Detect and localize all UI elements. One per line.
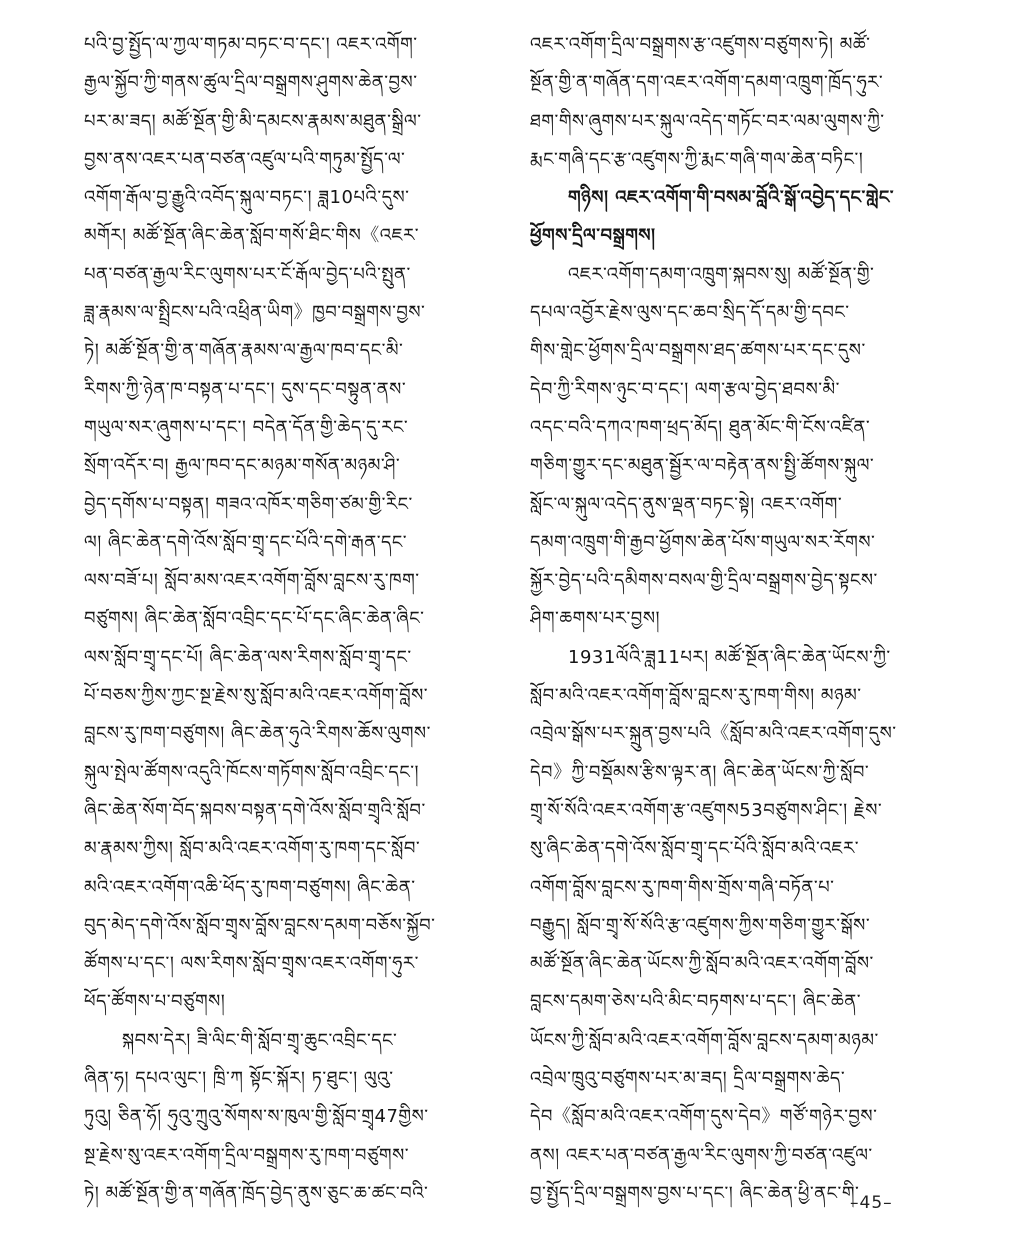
- text-line: འབྲེལ་ཁྲུའུ་བཙུགས་པར་མ་ཟད། དྲིལ་བསྒྲགས་ཆེད་: [530, 1068, 846, 1090]
- text-line: པན་བཙན་རྒྱལ་རིང་ལུགས་པར་ངོ་རྒོལ་བྱེད་པའི་སྤུན་: [84, 263, 411, 285]
- text-line: སློབ་མའི་འཇར་འགོག་བློས་བླངས་རུ་ཁག་གིས། མཉམ་: [530, 685, 862, 707]
- text-line: བླངས་རུ་ཁག་བཙུགས། ཞིང་ཆེན་ཧུའེ་རིགས་ཆོས་ལུགས་: [84, 723, 431, 745]
- text-line: ཕོད་ཚོགས་པ་བཙུགས།: [84, 991, 226, 1013]
- text-line: ཡོངས་ཀྱི་སློབ་མའི་འཇར་འགོག་བློས་བླངས་དམག་མཉམ་: [530, 1029, 879, 1051]
- text-line: སྐྱོར་བྱེད་པའི་དམིགས་བསལ་གྱི་དྲིལ་བསྒྲགས་བྱེད་སྟངས་: [530, 570, 878, 592]
- text-line: ཟླ་རྣམས་ལ་སྤྲིངས་པའི་འཕྲིན་ཡིག》ཁྱབ་བསྒྲགས་བྱས་: [84, 302, 426, 324]
- text-line: པའི་བྱ་སྤྱོད་ལ་ཀྱལ་གཏམ་བཏང་བ་དང་། འཇར་འགོག་: [84, 34, 418, 55]
- text-line: ལས་བཟོ་པ། སློབ་མས་འཇར་འགོག་བློས་བླངས་རུ་ཁག་: [84, 570, 420, 592]
- section-heading-line: གཉིས། འཇར་འགོག་གི་བསམ་བློའི་སྒོ་འབྱེད་དང་གླེང་: [568, 187, 895, 209]
- text-line: མ་རྣམས་ཀྱིས། སློབ་མའི་འཇར་འགོག་རུ་ཁག་དང་སློབ་: [84, 838, 421, 860]
- text-line: ཚོགས་པ་དང་། ལས་རིགས་སློབ་གྲྭས་འཇར་འགོག་ཧུར་: [84, 953, 419, 975]
- text-line: ཏེ། མཚོ་སྔོན་གྱི་ན་གཞོན་ཁྲོད་བྱེད་ནུས་ཅུང་ཆ་ཚང་བའི་: [84, 1182, 429, 1204]
- text-line: སློང་ལ་སྐུལ་འདེད་ནུས་ལྡན་བཏང་སྟེ། འཇར་འགོག་: [530, 493, 843, 515]
- text-line: གྲྭ་སོ་སོའི་འཇར་འགོག་རྩ་འཛུགས53བཙུགས་ཤིང་། རྗེས་: [530, 799, 883, 821]
- text-line: བླངས་དམག་ཅེས་པའི་མིང་བཏགས་པ་དང་། ཞིང་ཆེན་: [530, 991, 862, 1013]
- text-line: གཅིག་གྱུར་དང་མཐུན་སྦྱོར་ལ་བརྟེན་ནས་སྤྱི་ཚོགས་སྐུལ་: [530, 455, 875, 477]
- text-line: ཞིན་ཧ། དཔའ་ལུང་། ཁྲི་ཀ སྟོང་སྐོར། ཏ་ཐུང་། ལུའུ་: [84, 1068, 394, 1090]
- text-line: མགོར། མཚོ་སྔོན་ཞིང་ཆེན་སློབ་གསོ་ཐིང་གིས《འཇར་: [84, 225, 420, 247]
- text-line: སྲོག་འདོར་བ། རྒྱལ་ཁབ་དང་མཉམ་གསོན་མཉམ་ཤི་: [84, 455, 401, 477]
- text-line: ཏེ། མཚོ་སྔོན་གྱི་ན་གཞོན་རྣམས་ལ་རྒྱལ་ཁབ་དང་མི་: [84, 340, 404, 362]
- text-line: བྱེད་དགོས་པ་བསྟན། གཟའ་འཁོར་གཅིག་ཙམ་གྱི་རིང་: [84, 493, 413, 515]
- text-line: གིས་གླེང་ཕྱོགས་དྲིལ་བསྒྲགས་ཐད་ཚགས་པར་དང་དུས་: [530, 340, 866, 362]
- text-line: སྐབས་དེར། ཟི་ལིང་གི་སློབ་གྲྭ་ཆུང་འབྲིང་དང་: [122, 1029, 398, 1051]
- text-line: དམག་འཁྲུག་གི་རྒྱབ་ཕྱོགས་ཆེན་པོས་གཡུལ་སར་རོགས་: [530, 531, 876, 553]
- page-number: –45–: [850, 1193, 893, 1213]
- text-line: རྒྱལ་སྐྱོབ་ཀྱི་གནས་ཚུལ་དྲིལ་བསྒྲགས་ཤུགས་ཆེན་བྱས་: [84, 72, 418, 94]
- text-line: དེབ་ཀྱི་རིགས་ཉུང་བ་དང་། ལག་རྩལ་བྱེད་ཐབས་མི་: [530, 378, 840, 400]
- text-line: ལ། ཞིང་ཆེན་དགེ་འོས་སློབ་གྲྭ་དང་པོའི་དགེ་རྒན་དང་: [84, 531, 408, 553]
- text-line: ལས་སློབ་གྲྭ་དང་པོ། ཞིང་ཆེན་ལས་རིགས་སློབ་གྲྭ་དང་: [84, 646, 412, 668]
- text-line: ཤིག་ཆགས་པར་བྱས།: [530, 608, 660, 630]
- text-line: རྨང་གཞི་དང་རྩ་འཛུགས་ཀྱི་རྨང་གཞི་གལ་ཆེན་བཏིང་།: [530, 148, 864, 170]
- text-line: འགོག་བློས་བླངས་རུ་ཁག་གིས་གྲོས་གཞི་བཏོན་པ་: [530, 876, 835, 898]
- text-line: སུ་ཞིང་ཆེན་དགེ་འོས་སློབ་གྲྭ་དང་པོའི་སློབ་མའི་འཇར་: [530, 838, 860, 860]
- text-line: མཚོ་སྔོན་ཞིང་ཆེན་ཡོངས་ཀྱི་སློབ་མའི་འཇར་འགོག་བློས་: [530, 953, 874, 975]
- text-line: ཏུའུ། ཅིན་ཧོ། ཧུའུ་ཀྲུའུ་སོགས་ས་ཁུལ་གྱི་སློབ་གྲྭ47གྱིས་: [84, 1106, 429, 1128]
- text-line: བུད་མེད་དགེ་འོས་སློབ་གྲྭས་བློས་བླངས་དམག་བཅོས་སྐྱོབ་: [84, 914, 436, 936]
- text-line: འཇར་འགོག་དམག་འཁྲུག་སྐབས་སུ། མཚོ་སྔོན་གྱི་: [568, 263, 875, 285]
- text-line: བྱས་ནས་འཇར་པན་བཙན་འཛུལ་པའི་གཏུམ་སྤྱོད་ལ་: [84, 148, 406, 170]
- text-line: པོ་བཅས་ཀྱིས་ཀྱང་སྔ་རྗེས་སུ་སློབ་མའི་འཇར་འགོག་བློས་: [84, 685, 429, 707]
- text-line: འབྲེལ་སྒོས་པར་སྐྲུན་བྱས་པའི《སློབ་མའི་འཇར་འགོག་དུས་: [530, 723, 897, 745]
- text-line: དེབ》ཀྱི་བསྡོམས་རྩིས་ལྟར་ན། ཞིང་ཆེན་ཡོངས་ཀྱི་སློབ་: [530, 761, 870, 783]
- text-line: བཙུགས། ཞིང་ཆེན་སློབ་འབྲིང་དང་པོ་དང་ཞིང་ཆེན་ཞིང་: [84, 608, 425, 630]
- text-line: སྔོན་གྱི་ན་གཞོན་དག་འཇར་འགོག་དམག་འཁྲུག་ཁྲོད་ཧུར་: [530, 72, 884, 94]
- text-line: ནས། འཇར་པན་བཙན་རྒྱལ་རིང་ལུགས་ཀྱི་བཙན་འཛུལ་: [530, 1144, 873, 1166]
- text-line: གཡུལ་སར་ཞུགས་པ་དང་། བདེན་དོན་གྱི་ཆེད་དུ་རང་: [84, 416, 409, 438]
- text-line: དཔལ་འབྱོར་རྗེས་ལུས་དང་ཆབ་སྲིད་དོ་དམ་གྱི་དབང་: [530, 302, 850, 324]
- text-line: བརྒྱུད། སློབ་གྲྭ་སོ་སོའི་རྩ་འཛུགས་ཀྱིས་གཅིག་གྱུར་སྒོས་: [530, 914, 871, 936]
- text-line: དེབ《སློབ་མའི་འཇར་འགོག་དུས་དེབ》གཙོ་གཉེར་བྱས་: [530, 1106, 878, 1128]
- text-line: འགོག་རྒོལ་བྱ་རྒྱུའི་འབོད་སྐུལ་བཏང་། ཟླ10པའི་དུས་: [84, 187, 410, 209]
- text-line: ཐག་གིས་ཞུགས་པར་སྐུལ་འདེད་གཏོང་བར་ལམ་ལུགས་ཀྱི་: [530, 110, 885, 132]
- text-line: སྔ་རྗེས་སུ་འཇར་འགོག་དྲིལ་བསྒྲགས་རུ་ཁག་བཙུགས་: [84, 1144, 410, 1166]
- right-column: [530, 26, 966, 1213]
- section-heading-line: ཕྱོགས་དྲིལ་བསྒྲགས།: [530, 225, 656, 247]
- text-line: འཇར་འགོག་དྲིལ་བསྒྲགས་རྩ་འཛུགས་བཙུགས་ཏེ། མཚོ་: [530, 34, 871, 55]
- text-line: ཞིང་ཆེན་སོག་བོད་སྐབས་བསྟན་དགེ་འོས་སློབ་གྲྭའི་སློབ་: [84, 799, 426, 821]
- text-line: བྱ་སྤྱོད་དྲིལ་བསྒྲགས་བྱས་པ་དང་། ཞིང་ཆེན་ཕྱི་ནང་གི་: [530, 1182, 860, 1204]
- text-line: འདང་བའི་དཀའ་ཁག་ཕྲད་མོད། ཐུན་མོང་གི་ངོས་འཛིན་: [530, 416, 871, 438]
- text-line: སྐུལ་སྤེལ་ཚོགས་འདུའི་ཁོངས་གཏོགས་སློབ་འབྲིང་དང་།: [84, 761, 420, 783]
- text-line: མའི་འཇར་འགོག་འཆི་ཕོད་རུ་ཁག་བཙུགས། ཞིང་ཆེན་: [84, 876, 416, 898]
- text-line: རིགས་ཀྱི་ཉེན་ཁ་བསྟན་པ་དང་། དུས་དང་བསྟུན་ནས་: [84, 378, 407, 400]
- text-line: 1931ལོའི་ཟླ11པར། མཚོ་སྔོན་ཞིང་ཆེན་ཡོངས་ཀྱི་: [568, 646, 891, 668]
- left-column: [84, 26, 520, 1213]
- text-line: པར་མ་ཟད། མཚོ་སྔོན་གྱི་མི་དམངས་རྣམས་མཐུན་སྒྲིལ་: [84, 110, 422, 132]
